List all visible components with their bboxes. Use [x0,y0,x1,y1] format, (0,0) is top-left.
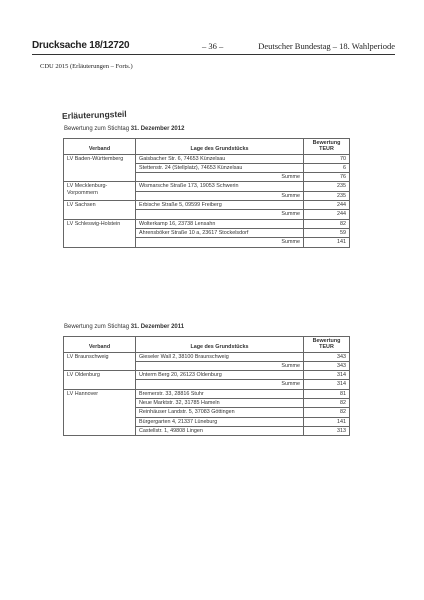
page-number: – 36 – [202,41,224,51]
verband-cell: LV Baden-Württemberg [64,154,136,182]
property-address-cell: Bremerstr. 33, 28816 Stuhr [136,389,304,398]
valuation-cell: 343 [304,352,350,361]
property-address-cell: Erbische Straße 5, 09599 Freiberg [136,201,304,210]
caption-prefix: Bewertung zum Stichtag [64,126,130,132]
property-address-cell: Ahrensböker Straße 10 a, 23617 Stockelsdorf [136,228,304,237]
valuation-cell: 82 [304,408,350,417]
table-row [64,352,350,361]
sum-label: Summe [136,191,304,200]
table-row [64,219,350,228]
valuation-cell: 141 [304,417,350,426]
valuation-cell: 235 [304,182,350,191]
column-header-verband: Verband [64,139,136,155]
sum-value: 244 [304,210,350,219]
property-address-cell: Unterm Berg 20, 26123 Oldenburg [136,371,304,380]
caption-date: 31. Dezember 2011 [130,324,185,330]
sum-value: 314 [304,380,350,389]
sum-value: 141 [304,238,350,247]
property-address-cell: Gieseler Wall 2, 38100 Braunschweig [136,352,304,361]
header-rule [32,54,395,55]
drucksache-number: Drucksache 18/12720 [32,40,130,51]
caption-prefix: Bewertung zum Stichtag [64,324,130,330]
property-address-cell: Wismarsche Straße 173, 19053 Schwerin [136,182,304,191]
table-row [64,389,350,398]
table-caption-2012 [64,126,184,132]
verband-cell: LV Schleswig-Holstein [64,219,136,247]
sum-label: Summe [136,238,304,247]
publisher-title: Deutscher Bundestag – 18. Wahlperiode [258,41,395,51]
valuation-cell: 81 [304,389,350,398]
verband-cell: LV Oldenburg [64,371,136,390]
property-address-cell: Castellstr. 1, 49808 Lingen [136,426,304,435]
caption-date: 31. Dezember 2012 [130,126,185,132]
property-address-cell: Stettenstr. 24 (Stellplatz), 74653 Künzelsau [136,163,304,172]
valuation-cell: 82 [304,399,350,408]
property-address-cell: Reinhäuser Landstr. 5, 37083 Göttingen [136,408,304,417]
valuation-cell: 244 [304,201,350,210]
column-header-bewertung: Bewertung TEUR [304,139,350,155]
property-table-2012 [63,138,350,248]
property-table-2011 [63,336,350,436]
table-row [64,201,350,210]
sum-label: Summe [136,173,304,182]
sum-label: Summe [136,380,304,389]
verband-cell: LV Sachsen [64,201,136,220]
property-address-cell: Wolterkamp 16, 23738 Lensahn [136,219,304,228]
valuation-cell: 82 [304,219,350,228]
valuation-cell: 314 [304,371,350,380]
table-header-row [64,337,350,353]
column-header-bewertung: Bewertung TEUR [304,337,350,353]
valuation-cell: 70 [304,154,350,163]
sum-value: 235 [304,191,350,200]
section-title: Erläuterungsteil [61,108,127,121]
sum-label: Summe [136,361,304,370]
page-header [32,40,395,54]
document-subheader: CDU 2015 (Erläuterungen – Forts.) [40,63,133,70]
column-header-lage: Lage des Grundstücks [136,139,304,155]
table-row [64,371,350,380]
verband-cell: LV Hannover [64,389,136,435]
property-address-cell: Neue Marktstr. 32, 31785 Hameln [136,399,304,408]
valuation-cell: 6 [304,163,350,172]
table-header-row [64,139,350,155]
property-address-cell: Bürgergarten 4, 21337 Lüneburg [136,417,304,426]
property-address-cell: Gaisbacher Str. 6, 74653 Künzelsau [136,154,304,163]
table-row [64,154,350,163]
sum-value: 76 [304,173,350,182]
sum-value: 343 [304,361,350,370]
valuation-cell: 313 [304,426,350,435]
column-header-lage: Lage des Grundstücks [136,337,304,353]
table-caption-2011 [64,324,184,330]
valuation-cell: 59 [304,228,350,237]
column-header-verband: Verband [64,337,136,353]
table-row [64,182,350,191]
verband-cell: LV Braunschweig [64,352,136,371]
verband-cell: LV Mecklenburg-Vorpommern [64,182,136,201]
sum-label: Summe [136,210,304,219]
